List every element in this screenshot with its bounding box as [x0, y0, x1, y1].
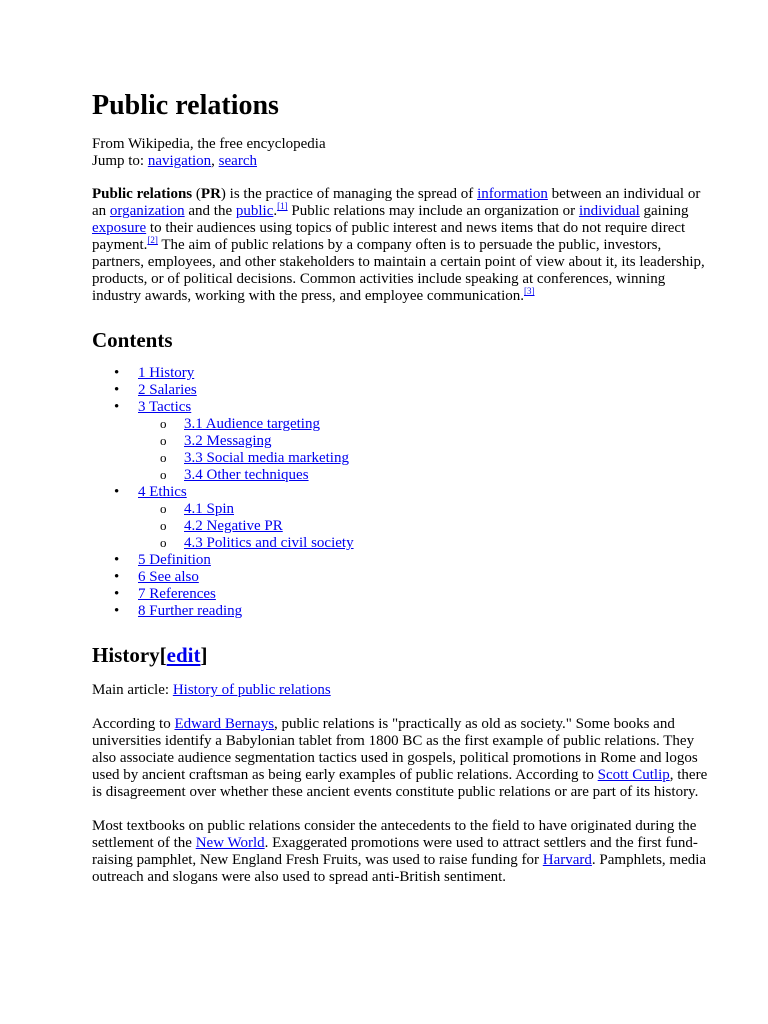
intro-text: and the: [184, 203, 236, 219]
paragraph-text: , public relations is "practically as old as society." Some books and universities identify a Babylonian tablet from 1800 BC as the first example of public relations. They also associate audience segmentation tactics used in gospels, political promotions in Rome and logos used by ancient craftsman as being early examples of public relations. According to: [92, 716, 698, 783]
organization-link[interactable]: organization: [109, 203, 185, 219]
toc-item: [92, 586, 708, 603]
toc-link-tactics[interactable]: 3 Tactics: [138, 399, 192, 415]
toc-link-further-reading[interactable]: 8 Further reading: [138, 603, 243, 619]
harvard-link[interactable]: Harvard: [542, 852, 592, 868]
toc-subitem: [138, 518, 708, 535]
history-edit-link[interactable]: edit: [166, 643, 201, 667]
toc-link-other-techniques[interactable]: 3.4 Other techniques: [184, 467, 309, 483]
history-heading: [92, 642, 708, 668]
history-paragraph-2: [92, 818, 708, 886]
paragraph-text: , there is disagreement over whether these ancient events constitute public relations or are part of its history.: [92, 767, 708, 800]
toc-link-spin[interactable]: 4.1 Spin: [184, 501, 235, 517]
intro-text: ) is the practice of managing the spread of: [220, 186, 478, 202]
toc-item: [92, 552, 708, 569]
toc-item: [92, 399, 708, 484]
edit-bracket-open: [: [159, 643, 167, 667]
toc-link-ethics[interactable]: 4 Ethics: [138, 484, 187, 500]
paragraph-text: . Pamphlets, media outreach and slogans were also used to spread anti-British sentiment.: [92, 852, 707, 885]
jump-navigation-link[interactable]: navigation: [147, 153, 212, 169]
intro-text: The aim of public relations by a company often is to persuade the public, investors, partners, employees, and other stakeholders to maintain a certain point of view about it, its leadership, products, or of political decisions. Common activities include speaking at conferences, winning industry awards, working with the press, and employee communication.: [92, 237, 705, 304]
intro-text: (: [192, 186, 201, 202]
reference-2-link[interactable]: [2]: [147, 235, 158, 245]
table-of-contents: [92, 365, 708, 620]
toc-item: [92, 603, 708, 620]
toc-subitem: [138, 450, 708, 467]
intro-text: .: [273, 203, 278, 219]
toc-link-social-media-marketing[interactable]: 3.3 Social media marketing: [184, 450, 349, 466]
jump-search-link[interactable]: search: [218, 153, 257, 169]
toc-link-politics-civil-society[interactable]: 4.3 Politics and civil society: [184, 535, 354, 551]
jump-separator: ,: [211, 153, 219, 169]
toc-link-messaging[interactable]: 3.2 Messaging: [184, 433, 272, 449]
toc-link-see-also[interactable]: 6 See also: [138, 569, 199, 585]
new-world-link[interactable]: New World: [195, 835, 265, 851]
reference-3-link[interactable]: [3]: [524, 286, 535, 296]
paragraph-text: Most textbooks on public relations consider the antecedents to the field to have originated during the settlement of the: [92, 818, 697, 851]
jump-to-label: Jump to:: [92, 153, 148, 169]
toc-subitem: [138, 535, 708, 552]
from-line: From Wikipedia, the free encyclopedia: [92, 136, 326, 152]
toc-link-history[interactable]: 1 History: [138, 365, 195, 381]
toc-sublist: [138, 416, 708, 484]
main-article-prefix: Main article:: [92, 682, 173, 698]
toc-subitem: [138, 416, 708, 433]
toc-link-references[interactable]: 7 References: [138, 586, 216, 602]
intro-bold-term: Public relations: [92, 186, 193, 202]
intro-bold-abbr: PR: [200, 186, 221, 202]
toc-sublist: [138, 501, 708, 552]
toc-link-negative-pr[interactable]: 4.2 Negative PR: [184, 518, 283, 534]
reference-1-link[interactable]: [1]: [277, 201, 288, 211]
history-paragraph-1: [92, 716, 708, 801]
jump-to-line: [92, 153, 708, 170]
history-of-pr-link[interactable]: History of public relations: [172, 682, 331, 698]
toc-link-salaries[interactable]: 2 Salaries: [138, 382, 197, 398]
intro-text: between an individual or an: [92, 186, 701, 219]
toc-item: [92, 365, 708, 382]
toc-link-audience-targeting[interactable]: 3.1 Audience targeting: [184, 416, 320, 432]
toc-subitem: [138, 467, 708, 484]
history-heading-text: History: [92, 643, 160, 667]
intro-text: Public relations may include an organization or: [287, 203, 579, 219]
paragraph-text: According to: [92, 716, 175, 732]
edward-bernays-link[interactable]: Edward Bernays: [174, 716, 275, 732]
toc-item: [92, 569, 708, 586]
intro-text: to their audiences using topics of public interest and news items that do not require direct payment.: [92, 220, 686, 253]
information-link[interactable]: information: [477, 186, 548, 202]
paragraph-text: . Exaggerated promotions were used to attract settlers and the first fund-raising pamphlet, New England Fresh Fruits, was used to raise funding for: [92, 835, 698, 868]
individual-link[interactable]: individual: [578, 203, 640, 219]
toc-item: [92, 382, 708, 399]
page-title: Public relations: [92, 90, 279, 121]
intro-text: gaining: [639, 203, 689, 219]
toc-subitem: [138, 501, 708, 518]
main-article-note: [92, 682, 708, 699]
toc-link-definition[interactable]: 5 Definition: [138, 552, 211, 568]
intro-paragraph: [92, 186, 708, 305]
toc-subitem: [138, 433, 708, 450]
edit-bracket-close: ]: [200, 643, 208, 667]
scott-cutlip-link[interactable]: Scott Cutlip: [597, 767, 670, 783]
exposure-link[interactable]: exposure: [92, 220, 147, 236]
public-link[interactable]: public: [235, 203, 274, 219]
toc-item: [92, 484, 708, 552]
contents-heading: Contents: [92, 328, 173, 352]
